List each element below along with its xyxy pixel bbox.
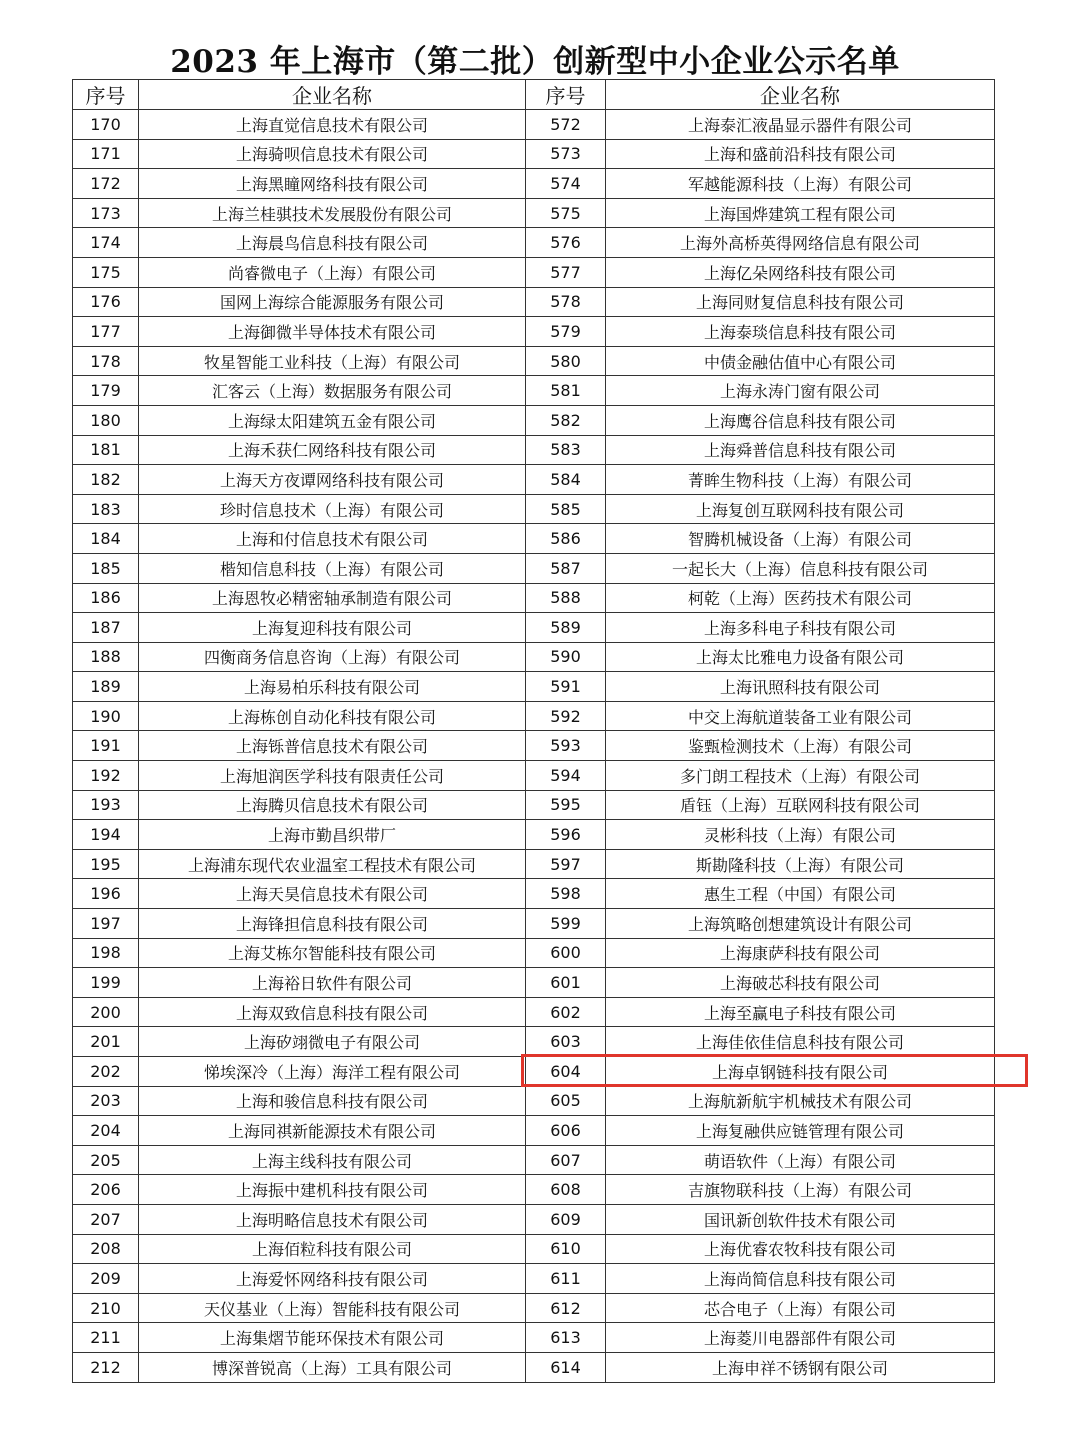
table-row [73, 465, 995, 495]
table-row [73, 435, 995, 465]
seq-cell: 611 [526, 1264, 606, 1294]
company-name-cell: 国讯新创软件技术有限公司 [606, 1204, 995, 1234]
seq-cell: 603 [526, 1027, 606, 1057]
table-row [73, 524, 995, 554]
company-name-cell: 上海天昊信息技术有限公司 [139, 879, 526, 909]
company-name-cell: 上海国烨建筑工程有限公司 [606, 198, 995, 228]
seq-cell: 211 [73, 1323, 139, 1353]
seq-cell: 583 [526, 435, 606, 465]
company-name-cell: 珍时信息技术（上海）有限公司 [139, 494, 526, 524]
seq-cell: 612 [526, 1293, 606, 1323]
company-name-cell: 上海恩牧必精密轴承制造有限公司 [139, 583, 526, 613]
seq-cell: 600 [526, 938, 606, 968]
table-row [73, 198, 995, 228]
seq-cell: 184 [73, 524, 139, 554]
table-row [73, 909, 995, 939]
seq-cell: 604 [526, 1057, 606, 1087]
company-name-cell: 上海讯照科技有限公司 [606, 672, 995, 702]
table-row [73, 642, 995, 672]
seq-cell: 171 [73, 139, 139, 169]
company-name-cell: 汇客云（上海）数据服务有限公司 [139, 376, 526, 406]
seq-cell: 183 [73, 494, 139, 524]
seq-cell: 197 [73, 909, 139, 939]
page-title: 2023 年上海市（第二批）创新型中小企业公示名单 [170, 44, 900, 80]
seq-cell: 577 [526, 257, 606, 287]
seq-cell: 613 [526, 1323, 606, 1353]
company-name-cell: 博深普锐高（上海）工具有限公司 [139, 1352, 526, 1382]
table-row [73, 583, 995, 613]
company-name-cell: 国网上海综合能源服务有限公司 [139, 287, 526, 317]
seq-cell: 581 [526, 376, 606, 406]
seq-cell: 182 [73, 465, 139, 495]
seq-cell: 597 [526, 849, 606, 879]
seq-cell: 206 [73, 1175, 139, 1205]
header-name-left: 企业名称 [139, 80, 526, 110]
company-name-cell: 上海双致信息科技有限公司 [139, 997, 526, 1027]
company-name-cell: 尚睿微电子（上海）有限公司 [139, 257, 526, 287]
seq-cell: 203 [73, 1086, 139, 1116]
seq-cell: 578 [526, 287, 606, 317]
company-name-cell: 上海永涛门窗有限公司 [606, 376, 995, 406]
company-name-cell: 惠生工程（中国）有限公司 [606, 879, 995, 909]
seq-cell: 207 [73, 1204, 139, 1234]
company-name-cell: 上海至赢电子科技有限公司 [606, 997, 995, 1027]
seq-cell: 198 [73, 938, 139, 968]
company-name-cell: 萌语软件（上海）有限公司 [606, 1145, 995, 1175]
seq-cell: 205 [73, 1145, 139, 1175]
seq-cell: 195 [73, 849, 139, 879]
seq-cell: 614 [526, 1352, 606, 1382]
seq-cell: 212 [73, 1352, 139, 1382]
company-name-cell: 上海佳依佳信息科技有限公司 [606, 1027, 995, 1057]
company-name-cell: 上海优睿农牧科技有限公司 [606, 1234, 995, 1264]
table-row [73, 1086, 995, 1116]
company-name-cell: 上海晨鸟信息科技有限公司 [139, 228, 526, 258]
company-name-cell: 四衡商务信息咨询（上海）有限公司 [139, 642, 526, 672]
table-row [73, 405, 995, 435]
company-name-cell: 上海爱怀网络科技有限公司 [139, 1264, 526, 1294]
seq-cell: 199 [73, 968, 139, 998]
company-name-cell: 悌埃深冷（上海）海洋工程有限公司 [139, 1057, 526, 1087]
company-name-cell: 上海和盛前沿科技有限公司 [606, 139, 995, 169]
company-name-cell: 上海骑呗信息技术有限公司 [139, 139, 526, 169]
seq-cell: 601 [526, 968, 606, 998]
table-row [73, 346, 995, 376]
seq-cell: 573 [526, 139, 606, 169]
seq-cell: 187 [73, 613, 139, 643]
table-row [73, 672, 995, 702]
table-row [73, 257, 995, 287]
company-name-cell: 上海亿朵网络科技有限公司 [606, 257, 995, 287]
company-name-cell: 上海裕日软件有限公司 [139, 968, 526, 998]
seq-cell: 208 [73, 1234, 139, 1264]
table-row [73, 938, 995, 968]
table-row [73, 790, 995, 820]
seq-cell: 608 [526, 1175, 606, 1205]
table-row [73, 761, 995, 791]
table-body [73, 110, 995, 1383]
seq-cell: 191 [73, 731, 139, 761]
seq-cell: 602 [526, 997, 606, 1027]
company-name-cell: 上海旭润医学科技有限责任公司 [139, 761, 526, 791]
header-name-right: 企业名称 [606, 80, 995, 110]
company-name-cell: 上海航新航宇机械技术有限公司 [606, 1086, 995, 1116]
table-row [73, 849, 995, 879]
seq-cell: 609 [526, 1204, 606, 1234]
company-name-cell: 上海御微半导体技术有限公司 [139, 317, 526, 347]
seq-cell: 598 [526, 879, 606, 909]
table-row [73, 1175, 995, 1205]
table-row [73, 494, 995, 524]
table-row [73, 1352, 995, 1382]
seq-cell: 210 [73, 1293, 139, 1323]
company-name-cell: 盾钰（上海）互联网科技有限公司 [606, 790, 995, 820]
seq-cell: 175 [73, 257, 139, 287]
seq-cell: 209 [73, 1264, 139, 1294]
seq-cell: 574 [526, 169, 606, 199]
company-name-cell: 上海破芯科技有限公司 [606, 968, 995, 998]
seq-cell: 596 [526, 820, 606, 850]
table-row [73, 1145, 995, 1175]
seq-cell: 582 [526, 405, 606, 435]
company-name-cell: 上海禾获仁网络科技有限公司 [139, 435, 526, 465]
table-row [73, 169, 995, 199]
seq-cell: 580 [526, 346, 606, 376]
seq-cell: 202 [73, 1057, 139, 1087]
table-row [73, 1116, 995, 1146]
company-name-cell: 吉旗物联科技（上海）有限公司 [606, 1175, 995, 1205]
table-row [73, 820, 995, 850]
company-name-cell: 灵彬科技（上海）有限公司 [606, 820, 995, 850]
company-name-cell: 鉴甄检测技术（上海）有限公司 [606, 731, 995, 761]
company-name-cell: 上海和骏信息科技有限公司 [139, 1086, 526, 1116]
table-row [73, 110, 995, 140]
company-name-cell: 上海申祥不锈钢有限公司 [606, 1352, 995, 1382]
company-name-cell: 上海锋担信息科技有限公司 [139, 909, 526, 939]
table-row [73, 1027, 995, 1057]
seq-cell: 587 [526, 553, 606, 583]
company-name-cell: 上海兰桂骐技术发展股份有限公司 [139, 198, 526, 228]
table-row [73, 1293, 995, 1323]
seq-cell: 190 [73, 701, 139, 731]
seq-cell: 172 [73, 169, 139, 199]
company-name-cell: 上海多科电子科技有限公司 [606, 613, 995, 643]
seq-cell: 180 [73, 405, 139, 435]
company-name-cell: 菁眸生物科技（上海）有限公司 [606, 465, 995, 495]
table-row [73, 968, 995, 998]
company-name-cell: 上海外高桥英得网络信息有限公司 [606, 228, 995, 258]
table-row [73, 613, 995, 643]
company-name-cell: 上海振中建机科技有限公司 [139, 1175, 526, 1205]
seq-cell: 610 [526, 1234, 606, 1264]
company-name-cell: 牧星智能工业科技（上海）有限公司 [139, 346, 526, 376]
company-name-cell: 上海直觉信息技术有限公司 [139, 110, 526, 140]
table-row [73, 376, 995, 406]
company-name-cell: 上海绿太阳建筑五金有限公司 [139, 405, 526, 435]
seq-cell: 579 [526, 317, 606, 347]
company-name-cell: 上海泰琰信息科技有限公司 [606, 317, 995, 347]
company-name-cell: 上海筑略创想建筑设计有限公司 [606, 909, 995, 939]
company-name-cell: 上海同财复信息科技有限公司 [606, 287, 995, 317]
seq-cell: 607 [526, 1145, 606, 1175]
table-row [73, 1264, 995, 1294]
seq-cell: 186 [73, 583, 139, 613]
company-name-cell: 智腾机械设备（上海）有限公司 [606, 524, 995, 554]
company-name-cell: 上海栋创自动化科技有限公司 [139, 701, 526, 731]
seq-cell: 192 [73, 761, 139, 791]
table-header-row [73, 80, 995, 110]
company-name-cell: 上海天方夜谭网络科技有限公司 [139, 465, 526, 495]
seq-cell: 200 [73, 997, 139, 1027]
company-name-cell: 上海集熠节能环保技术有限公司 [139, 1323, 526, 1353]
seq-cell: 590 [526, 642, 606, 672]
company-name-cell: 上海菱川电器部件有限公司 [606, 1323, 995, 1353]
table-row [73, 731, 995, 761]
seq-cell: 170 [73, 110, 139, 140]
company-name-cell: 上海腾贝信息技术有限公司 [139, 790, 526, 820]
table-row [73, 997, 995, 1027]
table-row [73, 1234, 995, 1264]
header-seq-left: 序号 [73, 80, 139, 110]
seq-cell: 188 [73, 642, 139, 672]
table-row [73, 701, 995, 731]
seq-cell: 606 [526, 1116, 606, 1146]
company-name-cell: 天仪基业（上海）智能科技有限公司 [139, 1293, 526, 1323]
company-name-cell: 一起长大（上海）信息科技有限公司 [606, 553, 995, 583]
seq-cell: 605 [526, 1086, 606, 1116]
company-name-cell: 上海康萨科技有限公司 [606, 938, 995, 968]
seq-cell: 586 [526, 524, 606, 554]
company-name-cell: 中交上海航道装备工业有限公司 [606, 701, 995, 731]
company-name-cell: 多门朗工程技术（上海）有限公司 [606, 761, 995, 791]
seq-cell: 591 [526, 672, 606, 702]
header-seq-right: 序号 [526, 80, 606, 110]
seq-cell: 595 [526, 790, 606, 820]
table-row [73, 553, 995, 583]
company-name-cell: 上海艾栋尔智能科技有限公司 [139, 938, 526, 968]
seq-cell: 593 [526, 731, 606, 761]
company-name-cell: 上海尚简信息科技有限公司 [606, 1264, 995, 1294]
company-name-cell: 上海易柏乐科技有限公司 [139, 672, 526, 702]
company-name-cell: 上海和付信息技术有限公司 [139, 524, 526, 554]
company-name-cell: 上海铄普信息技术有限公司 [139, 731, 526, 761]
table-row [73, 1057, 995, 1087]
company-name-cell: 上海鹰谷信息科技有限公司 [606, 405, 995, 435]
seq-cell: 585 [526, 494, 606, 524]
table-row [73, 228, 995, 258]
seq-cell: 173 [73, 198, 139, 228]
company-name-cell: 上海明略信息技术有限公司 [139, 1204, 526, 1234]
seq-cell: 201 [73, 1027, 139, 1057]
seq-cell: 576 [526, 228, 606, 258]
company-name-cell: 上海浦东现代农业温室工程技术有限公司 [139, 849, 526, 879]
seq-cell: 189 [73, 672, 139, 702]
seq-cell: 592 [526, 701, 606, 731]
company-name-cell: 斯勘隆科技（上海）有限公司 [606, 849, 995, 879]
seq-cell: 193 [73, 790, 139, 820]
seq-cell: 594 [526, 761, 606, 791]
company-name-cell: 上海复迎科技有限公司 [139, 613, 526, 643]
company-name-cell: 上海卓钢链科技有限公司 [606, 1057, 995, 1087]
company-name-cell: 上海佰粒科技有限公司 [139, 1234, 526, 1264]
seq-cell: 185 [73, 553, 139, 583]
table-row [73, 1323, 995, 1353]
company-name-cell: 柯乾（上海）医药技术有限公司 [606, 583, 995, 613]
seq-cell: 588 [526, 583, 606, 613]
company-name-cell: 上海复创互联网科技有限公司 [606, 494, 995, 524]
seq-cell: 599 [526, 909, 606, 939]
seq-cell: 589 [526, 613, 606, 643]
seq-cell: 584 [526, 465, 606, 495]
table-row [73, 317, 995, 347]
seq-cell: 177 [73, 317, 139, 347]
company-name-cell: 芯合电子（上海）有限公司 [606, 1293, 995, 1323]
company-name-cell: 上海黑瞳网络科技有限公司 [139, 169, 526, 199]
seq-cell: 194 [73, 820, 139, 850]
seq-cell: 174 [73, 228, 139, 258]
company-name-cell: 上海复融供应链管理有限公司 [606, 1116, 995, 1146]
company-name-cell: 上海泰汇液晶显示器件有限公司 [606, 110, 995, 140]
seq-cell: 572 [526, 110, 606, 140]
seq-cell: 176 [73, 287, 139, 317]
company-name-cell: 上海同祺新能源技术有限公司 [139, 1116, 526, 1146]
seq-cell: 181 [73, 435, 139, 465]
company-name-cell: 上海舜普信息科技有限公司 [606, 435, 995, 465]
table-row [73, 879, 995, 909]
company-name-cell: 上海矽翊微电子有限公司 [139, 1027, 526, 1057]
company-name-cell: 上海市勤昌织带厂 [139, 820, 526, 850]
table-row [73, 287, 995, 317]
company-name-cell: 上海主线科技有限公司 [139, 1145, 526, 1175]
company-name-cell: 中债金融估值中心有限公司 [606, 346, 995, 376]
company-name-cell: 军越能源科技（上海）有限公司 [606, 169, 995, 199]
seq-cell: 178 [73, 346, 139, 376]
seq-cell: 204 [73, 1116, 139, 1146]
table-row [73, 1204, 995, 1234]
seq-cell: 179 [73, 376, 139, 406]
company-list-table [72, 79, 995, 1383]
seq-cell: 196 [73, 879, 139, 909]
seq-cell: 575 [526, 198, 606, 228]
company-name-cell: 上海太比雅电力设备有限公司 [606, 642, 995, 672]
company-name-cell: 楷知信息科技（上海）有限公司 [139, 553, 526, 583]
table-row [73, 139, 995, 169]
